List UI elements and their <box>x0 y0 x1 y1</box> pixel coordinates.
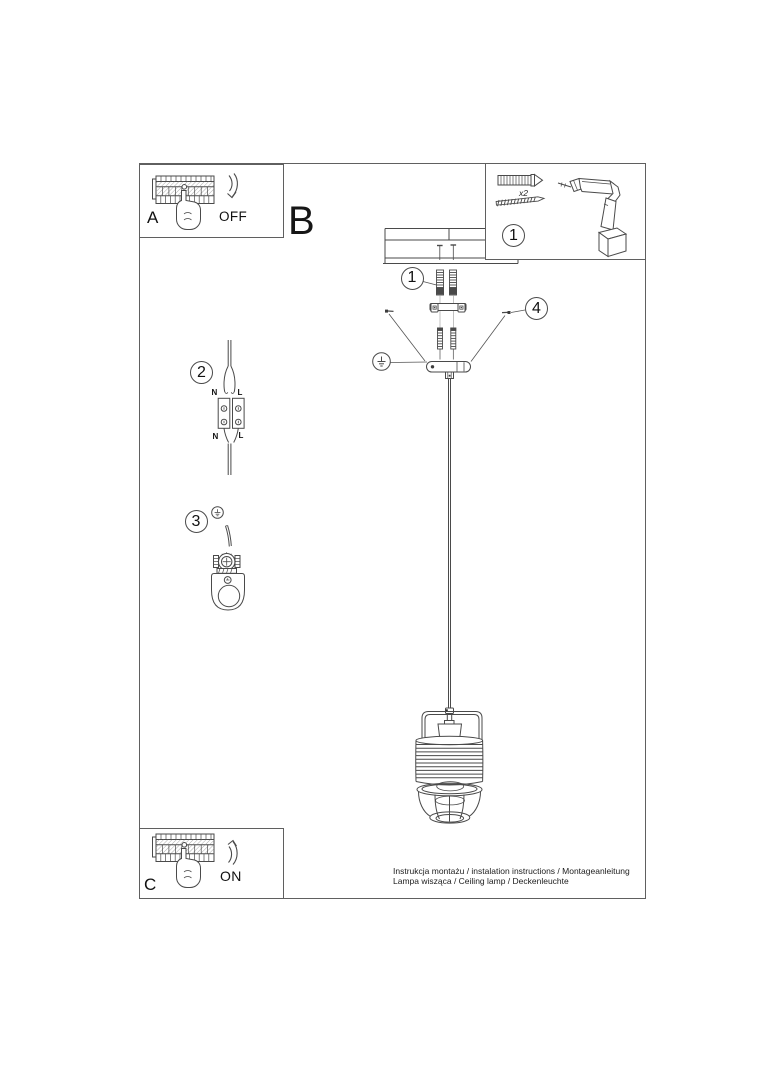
wire-connector-diagram <box>205 335 255 480</box>
wire-label-n-top: N <box>211 388 218 397</box>
breaker-box-on-illustration <box>140 829 285 900</box>
on-state-text: ON <box>220 868 242 884</box>
callout-parts-1: 1 <box>502 224 525 247</box>
coiled-shade <box>416 736 483 785</box>
canopy <box>427 362 471 379</box>
panel-power-off <box>139 164 284 238</box>
callout-ground-3: 3 <box>185 510 208 533</box>
off-state-text: OFF <box>219 209 248 224</box>
long-screws <box>438 328 456 360</box>
top-cable <box>224 340 235 393</box>
pendant-cord <box>448 378 451 710</box>
mounting-bracket <box>430 304 466 313</box>
drill-icon <box>558 179 626 257</box>
bottom-cable <box>224 428 238 475</box>
wire-label-l-top: L <box>237 387 243 397</box>
terminal-block <box>218 398 244 428</box>
cage-bottom <box>417 782 482 823</box>
wall-plug-icon <box>498 175 543 187</box>
panel-c-label: C <box>144 875 157 894</box>
alignment-axes <box>440 295 453 328</box>
wall-plugs <box>437 270 457 295</box>
section-b-label: B <box>288 199 315 243</box>
panel-power-on <box>139 828 284 899</box>
wire-label-n-bottom: N <box>212 431 219 441</box>
arrow-up-icon <box>228 841 237 865</box>
wire-label-l-bottom: L <box>238 431 244 440</box>
pendant-lamp-illustration <box>405 690 500 835</box>
callout-connector-2: 2 <box>190 361 213 384</box>
ground-wire <box>226 526 232 547</box>
caption-line-2: Lampa wisząca / Ceiling lamp / Deckenleuchte <box>393 876 569 887</box>
ground-symbol-icon <box>373 353 391 371</box>
caption-line-1: Instrukcja montażu / instalation instructions / Montageanleitung <box>393 866 630 876</box>
callout-screws-4: 4 <box>525 297 548 320</box>
quantity-label: x2 <box>519 188 528 198</box>
mount-body <box>212 569 245 611</box>
ground-symbol-small-icon <box>212 507 224 519</box>
callout-dowels-1: 1 <box>401 267 424 290</box>
panel-a-label: A <box>147 208 159 227</box>
arrow-down-icon <box>228 174 238 198</box>
leader-lines <box>389 282 525 363</box>
breaker-box-off-illustration <box>140 165 285 239</box>
